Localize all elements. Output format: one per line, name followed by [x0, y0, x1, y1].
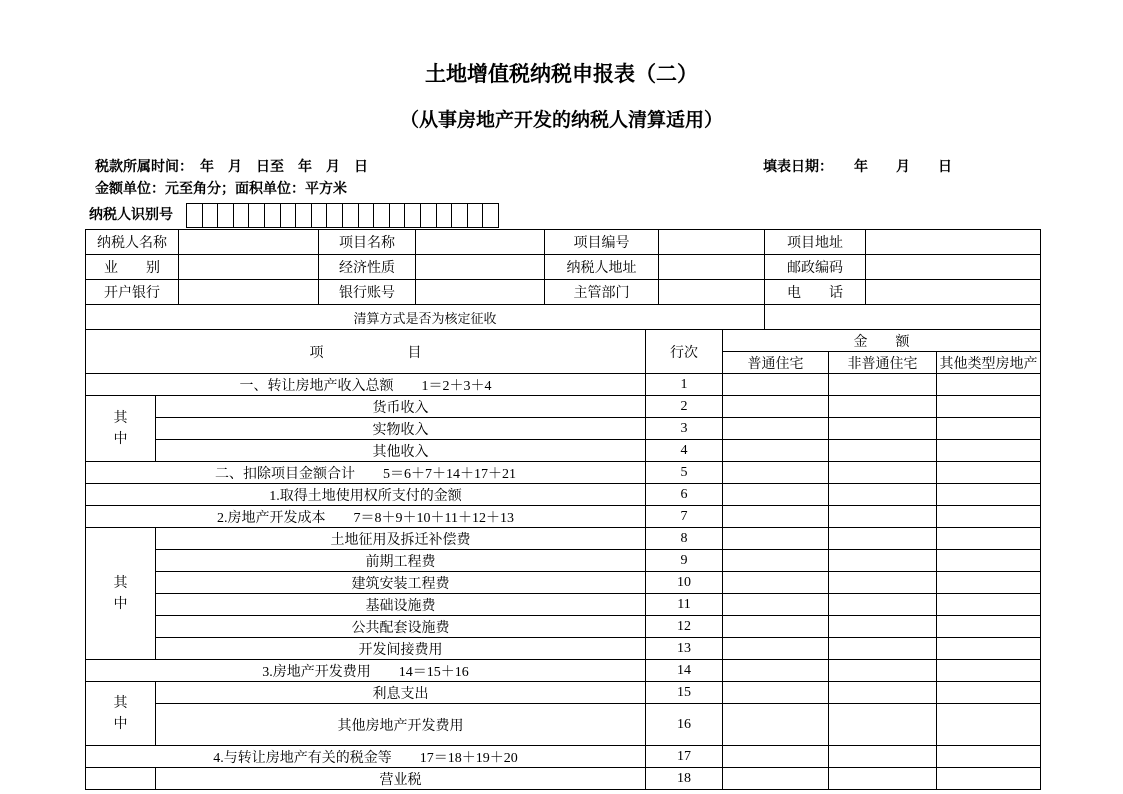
item-cell: 前期工程费	[156, 550, 646, 572]
page-title: 土地增值税纳税申报表（二）	[425, 63, 698, 86]
info-label-cell: 项目名称	[319, 230, 416, 255]
line-no-cell: 1	[646, 374, 723, 396]
taxpayer-id-box[interactable]	[467, 203, 484, 228]
amount-cell[interactable]	[937, 396, 1041, 418]
amount-cell[interactable]	[937, 374, 1041, 396]
taxpayer-id-box[interactable]	[264, 203, 281, 228]
amount-subheader-cell: 普通住宅	[723, 352, 829, 374]
taxpayer-id-box[interactable]	[311, 203, 328, 228]
amount-cell[interactable]	[937, 594, 1041, 616]
item-cell: 2.房地产开发成本 7＝8＋9＋10＋11＋12＋13	[86, 506, 646, 528]
info-value-cell[interactable]	[866, 230, 1041, 255]
taxpayer-info-table	[85, 229, 1041, 330]
amount-cell[interactable]	[829, 746, 937, 768]
info-row	[86, 230, 1041, 255]
info-value-cell[interactable]	[416, 280, 545, 305]
line-no-cell: 4	[646, 440, 723, 462]
line-no-cell: 3	[646, 418, 723, 440]
taxpayer-id-label: 纳税人识别号	[89, 208, 173, 223]
item-cell: 其他房地产开发费用	[156, 704, 646, 746]
line-no-cell: 12	[646, 616, 723, 638]
amount-cell[interactable]	[829, 528, 937, 550]
info-label-cell: 银行账号	[319, 280, 416, 305]
group-label-cell	[86, 528, 156, 660]
table-row	[86, 484, 1041, 506]
line-no-cell: 10	[646, 572, 723, 594]
item-header-cell: 项 目	[86, 330, 646, 374]
taxpayer-id-box[interactable]	[420, 203, 437, 228]
amount-cell[interactable]	[937, 550, 1041, 572]
amount-cell[interactable]	[723, 616, 829, 638]
amount-cell[interactable]	[829, 462, 937, 484]
item-cell: 3.房地产开发费用 14＝15＋16	[86, 660, 646, 682]
amount-cell[interactable]	[723, 484, 829, 506]
line-no-cell: 9	[646, 550, 723, 572]
taxpayer-id-box[interactable]	[248, 203, 265, 228]
amount-cell[interactable]	[937, 418, 1041, 440]
info-value-cell[interactable]	[659, 255, 765, 280]
table-row	[86, 682, 1041, 704]
amount-subheader-cell: 其他类型房地产	[937, 352, 1041, 374]
amount-cell[interactable]	[829, 572, 937, 594]
amount-cell[interactable]	[723, 396, 829, 418]
table-row	[86, 660, 1041, 682]
line-no-cell: 18	[646, 768, 723, 790]
taxpayer-id-box[interactable]	[389, 203, 406, 228]
amount-cell[interactable]	[829, 484, 937, 506]
taxpayer-id-box[interactable]	[404, 203, 421, 228]
info-value-cell[interactable]	[179, 230, 319, 255]
liquidation-method-value-cell[interactable]	[765, 305, 1041, 330]
info-value-cell[interactable]	[659, 230, 765, 255]
amount-cell[interactable]	[937, 528, 1041, 550]
amount-cell[interactable]	[723, 660, 829, 682]
line-no-cell: 11	[646, 594, 723, 616]
amount-cell[interactable]	[829, 506, 937, 528]
table-row	[86, 462, 1041, 484]
taxpayer-id-box[interactable]	[186, 203, 203, 228]
taxpayer-id-box[interactable]	[358, 203, 375, 228]
line-no-cell: 5	[646, 462, 723, 484]
info-label-cell: 项目地址	[765, 230, 866, 255]
item-cell: 4.与转让房地产有关的税金等 17＝18＋19＋20	[86, 746, 646, 768]
item-cell: 土地征用及拆迁补偿费	[156, 528, 646, 550]
amount-cell[interactable]	[723, 746, 829, 768]
amount-cell[interactable]	[723, 528, 829, 550]
table-row	[86, 396, 1041, 418]
table-row	[86, 594, 1041, 616]
item-cell: 公共配套设施费	[156, 616, 646, 638]
group-label: 其中	[113, 695, 128, 732]
info-row	[86, 255, 1041, 280]
taxpayer-id-box[interactable]	[202, 203, 219, 228]
group-label-cell	[86, 768, 156, 790]
amount-cell[interactable]	[723, 594, 829, 616]
info-value-cell[interactable]	[659, 280, 765, 305]
info-value-cell[interactable]	[866, 255, 1041, 280]
amount-cell[interactable]	[829, 660, 937, 682]
line-no-cell: 13	[646, 638, 723, 660]
table-row	[86, 616, 1041, 638]
amount-cell[interactable]	[829, 550, 937, 572]
item-cell: 一、转让房地产收入总额 1＝2＋3＋4	[86, 374, 646, 396]
amount-cell[interactable]	[937, 462, 1041, 484]
table-row	[86, 704, 1041, 746]
table-row	[86, 572, 1041, 594]
taxpayer-id-box[interactable]	[233, 203, 250, 228]
taxpayer-id-box[interactable]	[342, 203, 359, 228]
line-no-cell: 2	[646, 396, 723, 418]
info-value-cell[interactable]	[866, 280, 1041, 305]
amount-cell[interactable]	[723, 440, 829, 462]
line-no-cell: 14	[646, 660, 723, 682]
amount-cell[interactable]	[723, 768, 829, 790]
taxpayer-id-box[interactable]	[217, 203, 234, 228]
table-row	[86, 418, 1041, 440]
table-row	[86, 638, 1041, 660]
table-row	[86, 768, 1041, 790]
amount-cell[interactable]	[723, 572, 829, 594]
line-no-cell: 7	[646, 506, 723, 528]
amount-cell[interactable]	[937, 440, 1041, 462]
info-label-cell: 经济性质	[319, 255, 416, 280]
info-value-cell[interactable]	[416, 230, 545, 255]
info-label-cell: 项目编号	[545, 230, 659, 255]
amount-cell[interactable]	[829, 704, 937, 746]
group-label-cell	[86, 396, 156, 462]
table-row	[86, 550, 1041, 572]
info-row	[86, 280, 1041, 305]
item-cell: 货币收入	[156, 396, 646, 418]
amount-cell[interactable]	[829, 768, 937, 790]
amount-cell[interactable]	[937, 638, 1041, 660]
amount-cell[interactable]	[723, 462, 829, 484]
info-label-cell: 纳税人地址	[545, 255, 659, 280]
amount-cell[interactable]	[723, 506, 829, 528]
group-label-cell	[86, 682, 156, 746]
liquidation-method-label: 清算方式是否为核定征收	[86, 305, 765, 330]
taxpayer-id-box[interactable]	[482, 203, 499, 228]
amount-cell[interactable]	[829, 396, 937, 418]
table-row	[86, 746, 1041, 768]
amount-cell[interactable]	[829, 682, 937, 704]
amount-cell[interactable]	[937, 506, 1041, 528]
item-cell: 二、扣除项目金额合计 5＝6＋7＋14＋17＋21	[86, 462, 646, 484]
declaration-table	[85, 329, 1041, 790]
info-label-cell: 邮政编码	[765, 255, 866, 280]
item-cell: 营业税	[156, 768, 646, 790]
item-cell: 建筑安装工程费	[156, 572, 646, 594]
amount-cell[interactable]	[937, 768, 1041, 790]
amount-cell[interactable]	[829, 418, 937, 440]
line-no-header-cell: 行次	[646, 330, 723, 374]
item-cell: 其他收入	[156, 440, 646, 462]
amount-cell[interactable]	[723, 704, 829, 746]
meta-row	[85, 159, 1040, 177]
line-no-cell: 6	[646, 484, 723, 506]
item-cell: 实物收入	[156, 418, 646, 440]
taxpayer-id-boxes	[186, 203, 499, 228]
amount-cell[interactable]	[937, 704, 1041, 746]
amount-cell[interactable]	[937, 682, 1041, 704]
info-label-cell: 业 别	[86, 255, 179, 280]
unit-note: 金额单位：元至角分；面积单位：平方米	[95, 182, 347, 197]
amount-cell[interactable]	[937, 746, 1041, 768]
page-subtitle: （从事房地产开发的纳税人清算适用）	[399, 110, 723, 131]
amount-subheader-cell: 非普通住宅	[829, 352, 937, 374]
group-label: 其中	[113, 410, 128, 447]
amount-cell[interactable]	[829, 374, 937, 396]
amount-cell[interactable]	[937, 660, 1041, 682]
amount-cell[interactable]	[829, 616, 937, 638]
info-value-cell[interactable]	[416, 255, 545, 280]
item-cell: 1.取得土地使用权所支付的金额	[86, 484, 646, 506]
amount-cell[interactable]	[937, 616, 1041, 638]
info-label-cell: 主管部门	[545, 280, 659, 305]
group-label: 其中	[113, 575, 128, 612]
taxpayer-id-row	[85, 202, 1040, 228]
line-no-cell: 8	[646, 528, 723, 550]
tax-period-label: 税款所属时间： 年 月 日至 年 月 日	[95, 160, 368, 175]
amount-cell[interactable]	[723, 682, 829, 704]
item-cell: 开发间接费用	[156, 638, 646, 660]
amount-cell[interactable]	[723, 550, 829, 572]
taxpayer-id-box[interactable]	[295, 203, 312, 228]
amount-cell[interactable]	[937, 484, 1041, 506]
table-header-row	[86, 330, 1041, 352]
info-value-cell[interactable]	[179, 255, 319, 280]
amount-cell[interactable]	[723, 638, 829, 660]
taxpayer-id-box[interactable]	[373, 203, 390, 228]
taxpayer-id-box[interactable]	[436, 203, 453, 228]
table-row	[86, 506, 1041, 528]
info-label-cell: 电 话	[765, 280, 866, 305]
taxpayer-id-box[interactable]	[326, 203, 343, 228]
item-cell: 基础设施费	[156, 594, 646, 616]
fill-date-label: 填表日期： 年 月 日	[763, 160, 952, 175]
amount-cell[interactable]	[937, 572, 1041, 594]
liquidation-row	[86, 305, 1041, 330]
taxpayer-id-box[interactable]	[280, 203, 297, 228]
amount-cell[interactable]	[723, 374, 829, 396]
amount-header-cell: 金 额	[723, 330, 1041, 352]
table-row	[86, 528, 1041, 550]
item-cell: 利息支出	[156, 682, 646, 704]
amount-cell[interactable]	[829, 594, 937, 616]
line-no-cell: 15	[646, 682, 723, 704]
amount-cell[interactable]	[723, 418, 829, 440]
table-row	[86, 440, 1041, 462]
info-label-cell: 开户银行	[86, 280, 179, 305]
table-row	[86, 374, 1041, 396]
line-no-cell: 17	[646, 746, 723, 768]
line-no-cell: 16	[646, 704, 723, 746]
form-content	[85, 159, 1040, 790]
amount-cell[interactable]	[829, 440, 937, 462]
amount-cell[interactable]	[829, 638, 937, 660]
taxpayer-id-box[interactable]	[451, 203, 468, 228]
info-label-cell: 纳税人名称	[86, 230, 179, 255]
info-value-cell[interactable]	[179, 280, 319, 305]
